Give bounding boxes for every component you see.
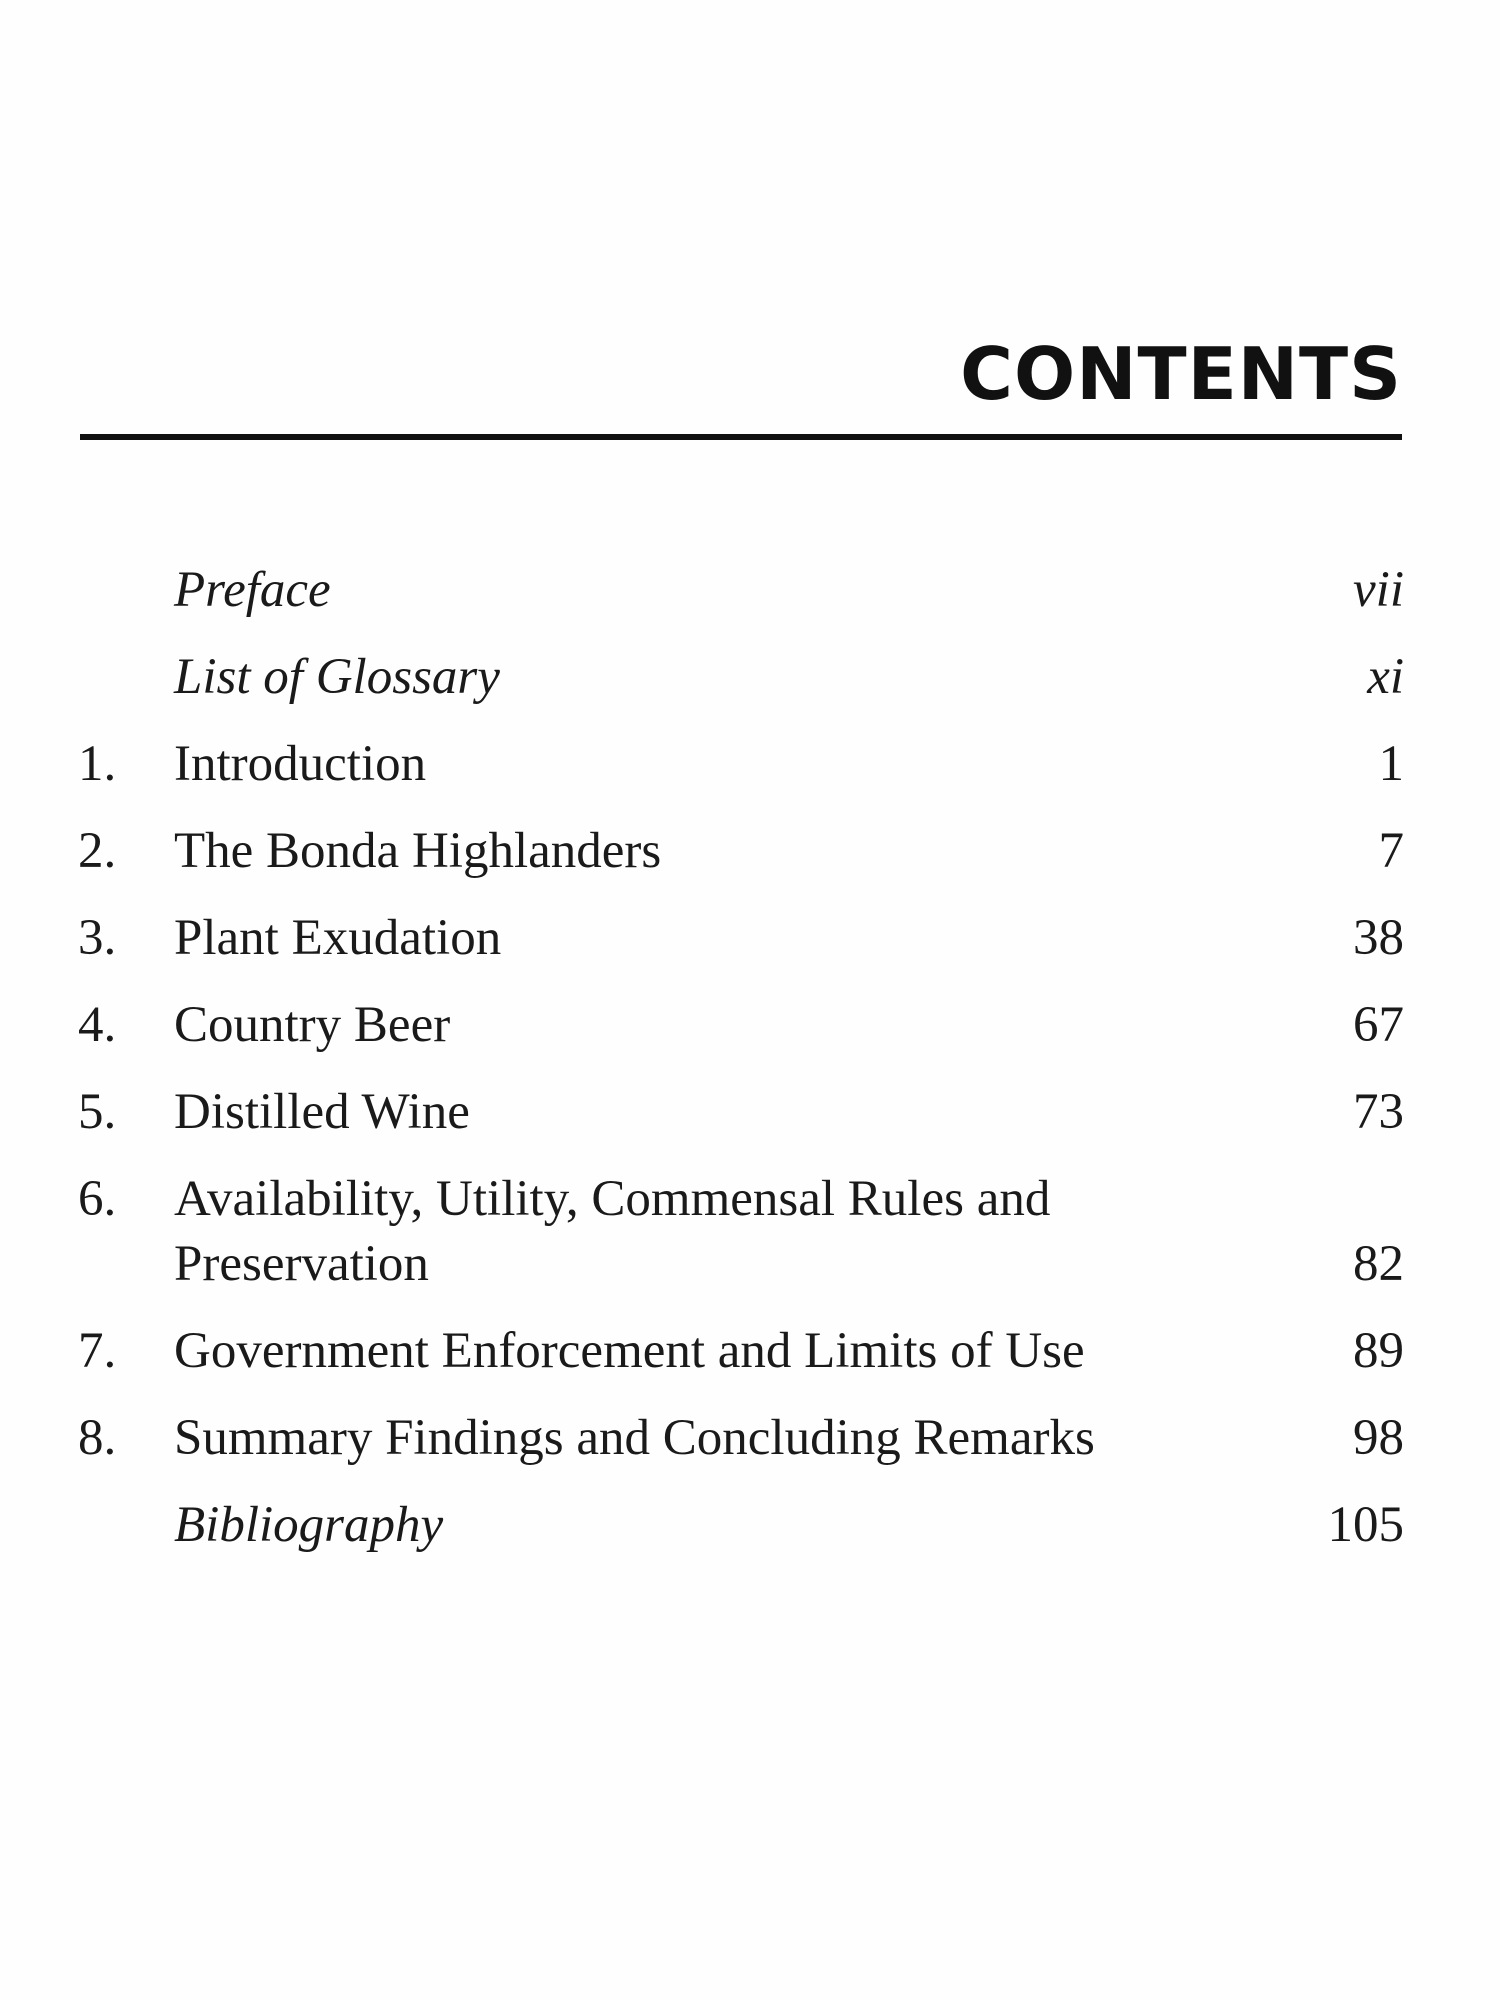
entry-page: 73: [1353, 1084, 1404, 1140]
contents-heading: CONTENTS: [960, 332, 1402, 416]
entry-title: The Bonda Highlanders: [174, 823, 662, 879]
entry-title: Summary Findings and Concluding Remarks: [174, 1410, 1095, 1466]
entry-page: 82: [1353, 1236, 1404, 1292]
entry-page: 98: [1353, 1410, 1404, 1466]
toc-entry-chapter-6[interactable]: [78, 1169, 1404, 1299]
entry-number: 5.: [78, 1084, 117, 1140]
entry-title: Introduction: [174, 736, 427, 792]
toc-entry-preface[interactable]: [78, 560, 1404, 620]
toc-entry-chapter-2[interactable]: [78, 821, 1404, 881]
entry-title: Distilled Wine: [174, 1084, 470, 1140]
heading-rule: [80, 434, 1402, 440]
entry-number: 1.: [78, 736, 117, 792]
toc-entry-chapter-5[interactable]: [78, 1082, 1404, 1142]
entry-title: Bibliography: [174, 1497, 444, 1553]
entry-page: 67: [1353, 997, 1404, 1053]
toc-entry-chapter-8[interactable]: [78, 1408, 1404, 1468]
entry-title-line-1: Availability, Utility, Commensal Rules and: [174, 1171, 1051, 1227]
entry-number: 4.: [78, 997, 117, 1053]
entry-title: Plant Exudation: [174, 910, 502, 966]
toc-entry-glossary[interactable]: [78, 647, 1404, 707]
toc-entry-chapter-7[interactable]: [78, 1321, 1404, 1381]
toc-entry-chapter-1[interactable]: [78, 734, 1404, 794]
entry-number: 6.: [78, 1171, 117, 1227]
toc-entry-chapter-4[interactable]: [78, 995, 1404, 1055]
entry-number: 3.: [78, 910, 117, 966]
toc-entry-chapter-3[interactable]: [78, 908, 1404, 968]
entry-page: 105: [1327, 1497, 1404, 1553]
entry-title: Country Beer: [174, 997, 451, 1053]
entry-page: 1: [1378, 736, 1404, 792]
entry-title: List of Glossary: [174, 649, 500, 705]
toc-entry-bibliography[interactable]: [78, 1495, 1404, 1555]
entry-title: Preface: [174, 562, 331, 618]
entry-page: 38: [1353, 910, 1404, 966]
entry-page: 89: [1353, 1323, 1404, 1379]
entry-title: Government Enforcement and Limits of Use: [174, 1323, 1085, 1379]
entry-number: 8.: [78, 1410, 117, 1466]
entry-page: 7: [1378, 823, 1404, 879]
entry-number: 2.: [78, 823, 117, 879]
entry-page: xi: [1367, 649, 1404, 705]
entry-number: 7.: [78, 1323, 117, 1379]
entry-page: vii: [1353, 562, 1404, 618]
entry-title-line-2: Preservation: [174, 1236, 429, 1292]
